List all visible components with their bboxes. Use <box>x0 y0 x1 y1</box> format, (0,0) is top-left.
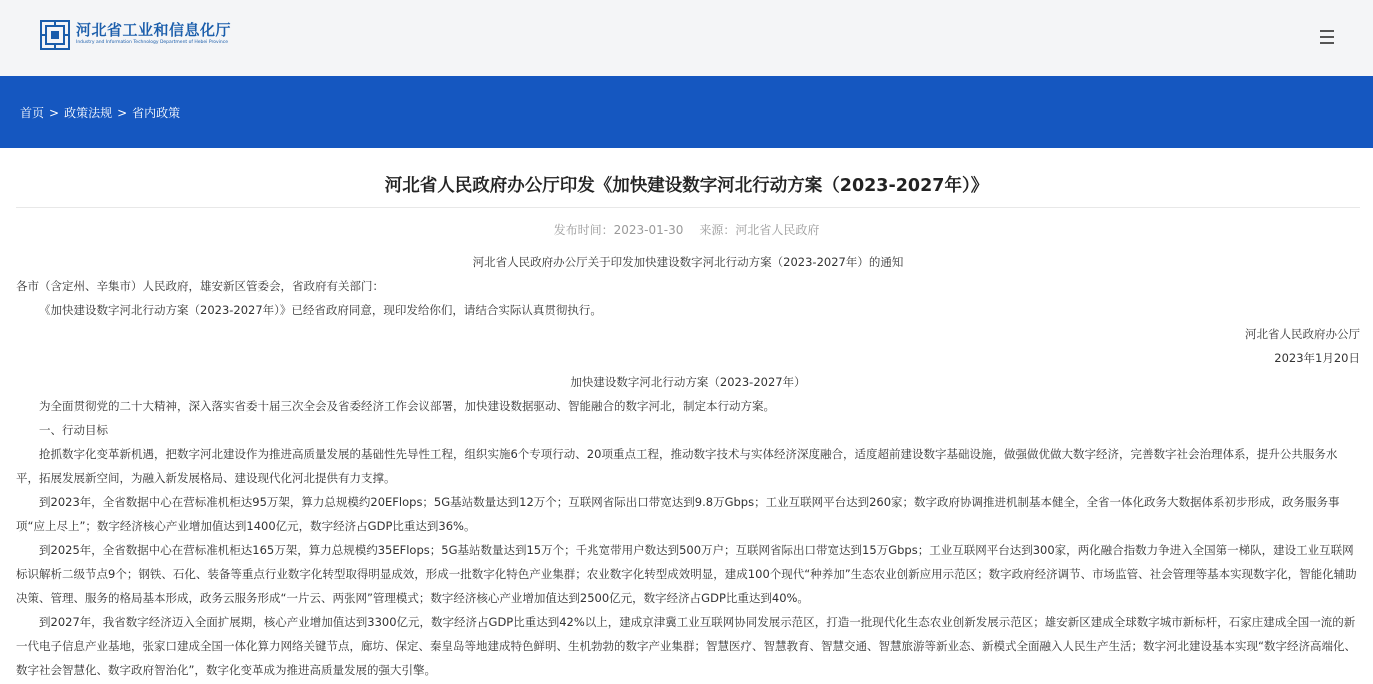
breadcrumb-separator: > <box>117 105 128 120</box>
breadcrumb-provincial-link[interactable]: 省内政策 <box>132 106 181 120</box>
signature-org: 河北省人民政府办公厅 <box>1245 327 1360 341</box>
paragraph-2023: 到2023年，全省数据中心在营标准机柜达95万架，算力总规模约20EFlops；5G基站数量达到12万个；互联网省际出口带宽达到9.8万Gbps；工业互联网平台达到260家；数字政府协调推进机制基本健全，全省一体化政务大数据体系初步形成，政务服务事项“应上尽上”；数字经济核心产业增加值达到1400亿元，数字经济占GDP比重达到36%。 <box>16 495 1340 533</box>
signature-date: 2023年1月20日 <box>1274 351 1360 365</box>
section-heading: 一、行动目标 <box>39 423 108 437</box>
site-header <box>0 0 1373 76</box>
source-label: 来源： <box>699 223 736 237</box>
publish-date: 2023-01-30 <box>613 223 684 237</box>
paragraph-goal: 抢抓数字化变革新机遇，把数字河北建设作为推进高质量发展的基础性先导性工程，组织实施6个专项行动、20项重点工程，推动数字技术与实体经济深度融合，适度超前建设数字基础设施，做强做优做大数字经济，完善数字社会治理体系，提升公共服务水平，拓展发展新空间，为融入新发展格局、建设现代化河北提供有力支撑。 <box>16 447 1338 485</box>
hamburger-menu-icon[interactable] <box>1318 27 1336 47</box>
notice-body: 《加快建设数字河北行动方案（2023-2027年）》已经省政府同意，现印发给你们，请结合实际认真贯彻执行。 <box>39 303 602 317</box>
article-title: 河北省人民政府办公厅印发《加快建设数字河北行动方案（2023-2027年）》 <box>384 176 989 196</box>
plan-intro: 为全面贯彻党的二十大精神，深入落实省委十届三次全会及省委经济工作会议部署，加快建设数据驱动、智能融合的数字河北，制定本行动方案。 <box>39 399 775 413</box>
article-body <box>16 250 1360 682</box>
paragraph-2025: 到2025年，全省数据中心在营标准机柜达165万架，算力总规模约35EFlops；5G基站数量达到15万个；千兆宽带用户数达到500万户；互联网省际出口带宽达到15万Gbps；工业互联网平台达到300家，两化融合指数力争进入全国第一梯队，建设工业互联网标识解析二级节点9个；钢铁、石化、装备等重点行业数字化转型取得明显成效，形成一批数字化特色产业集群；农业数字化转型成效明显，建成100个现代“种养加”生态农业创新应用示范区；数字政府经济调节、市场监管、社会管理等基本实现数字化，智能化辅助决策、管理、服务的格局基本形成，政务云服务形成“一片云、两张网”管理模式；数字经济核心产业增加值达到2500亿元，数字经济占GDP比重达到40%。 <box>16 543 1357 605</box>
logo-name-en: Industry and Information Technology Department of Hebei Province <box>76 40 228 45</box>
paragraph-2027: 到2027年，我省数字经济迈入全面扩展期，核心产业增加值达到3300亿元，数字经济占GDP比重达到42%以上，建成京津冀工业互联网协同发展示范区，打造一批现代化生态农业创新发展示范区；雄安新区建成全球数字城市新标杆，石家庄建成全国一流的新一代电子信息产业基地，张家口建成全国一体化算力网络关键节点，廊坊、保定、秦皇岛等地建成特色鲜明、生机勃勃的数字产业集群；智慧医疗、智慧教育、智慧交通、智慧旅游等新业态、新模式全面融入人民生产生活；数字河北建设基本实现“数字经济高端化、数字社会智慧化、数字政府智治化”，数字化变革成为推进高质量发展的强大引擎。 <box>16 615 1356 677</box>
publish-label: 发布时间： <box>553 223 614 237</box>
blue-banner <box>0 76 1373 148</box>
breadcrumb <box>20 104 180 121</box>
logo-emblem-icon <box>40 20 70 50</box>
breadcrumb-policy-link[interactable]: 政策法规 <box>64 106 113 120</box>
article-meta <box>0 221 1373 238</box>
logo-text <box>76 20 231 46</box>
site-logo[interactable] <box>40 20 231 52</box>
plan-title: 加快建设数字河北行动方案（2023-2027年） <box>570 375 806 389</box>
logo-name-cn: 河北省工业和信息化厅 <box>76 21 232 39</box>
notice-title: 河北省人民政府办公厅关于印发加快建设数字河北行动方案（2023-2027年）的通知 <box>472 255 904 269</box>
notice-recipients: 各市（含定州、辛集市）人民政府，雄安新区管委会，省政府有关部门： <box>16 279 384 293</box>
breadcrumb-separator: > <box>49 105 60 120</box>
source-value: 河北省人民政府 <box>735 223 820 237</box>
breadcrumb-home-link[interactable]: 首页 <box>20 106 45 120</box>
title-divider <box>16 207 1360 208</box>
